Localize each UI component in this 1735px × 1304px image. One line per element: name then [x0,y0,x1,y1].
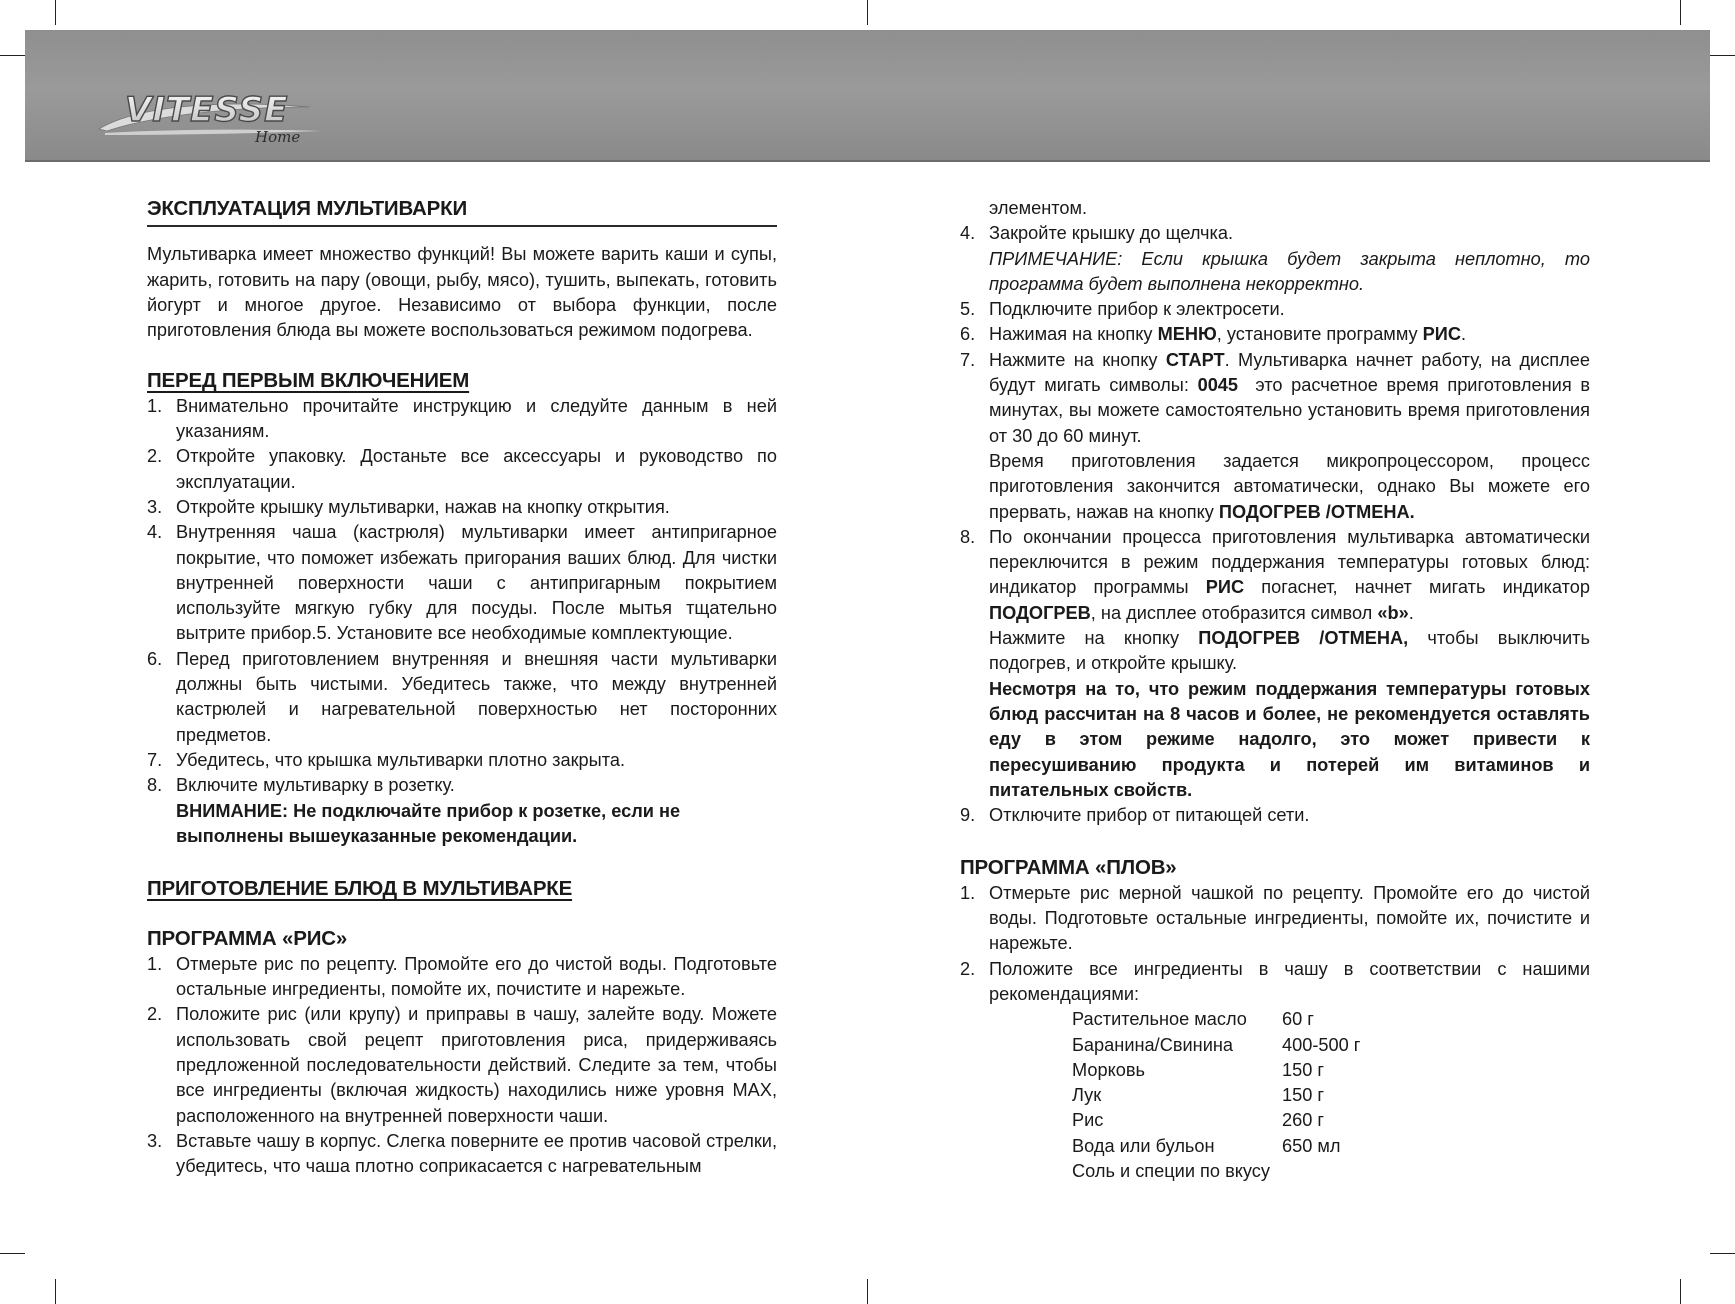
section-program-plov: ПРОГРАММА «ПЛОВ» [960,856,1177,880]
table-row: Морковь 150 г [1072,1059,1325,1080]
vitesse-logo-icon [95,85,335,149]
page-title: ЭКСПЛУАТАЦИЯ МУЛЬТИВАРКИ [147,196,777,227]
crop-mark [1680,0,1681,25]
crop-mark [867,1279,868,1304]
list-item: 4. Закройте крышку до щелчка. ПРИМЕЧАНИЕ: Если крышка будет закрыта неплотно, то программа будет выполнена некорректно. [960,223,1590,294]
crop-mark [55,1279,56,1304]
section-before-first-use: ПЕРЕД ПЕРВЫМ ВКЛЮЧЕНИЕМ [147,369,470,393]
list-item: 8. По окончании процесса приготовления мультиварка автоматически переключится в режим поддержания температуры готовых блюд: индикатор программы РИС погаснет, начнет мигать индикатор ПОДОГРЕВ, на дисплее отобразится символ «b». Нажмите на кнопку ПОДОГРЕВ /ОТМЕНА, чтобы выключить подогрев, и откройте крышку. Несмотря на то, что режим поддержания температуры готовых блюд рассчитан на 8 часов и более, не рекомендуется оставлять еду в этом режиме надолго, это может привести к пересушиванию продукта и потерей им витаминов и питательных свойств. [960,526,1590,800]
table-row: Вода или бульон 650 мл [1072,1135,1341,1156]
note-text: ПРИМЕЧАНИЕ: Если крышка будет закрыта неплотно, то программа будет выполнена некорректно. [989,248,1590,294]
table-row: Лук 150 г [1072,1085,1325,1106]
list-item: 8. Включите мультиварку в розетку. [147,775,455,796]
rice-step3-continuation: элементом. [989,198,1088,218]
list-item: 2. Положите рис (или крупу) и приправы в чашу, залейте воду. Можете использовать свой рецепт приготовления риса, придерживаясь предложенной последовательности действий. Следите за тем, чтобы все ингредиенты (включая жидкость) находились ниже уровня MAX, расположенного на внутренней поверхности чаши. [147,1004,777,1126]
crop-mark [1680,1279,1681,1304]
warning-text: Несмотря на то, что режим поддержания температуры готовых блюд рассчитан на 8 часов и более, не рекомендуется оставлять еду в этом режиме надолго, это может привести к пересушиванию продукта и потерей им витаминов и питательных свойств. [989,678,1590,800]
warning-text: ВНИМАНИЕ: Не подключайте прибор к розетке, если не выполнены вышеуказанные рекомендации. [176,800,681,846]
before-steps-list [147,394,777,799]
list-item: 1. Внимательно прочитайте инструкцию и следуйте данным в ней указаниям. [147,395,777,442]
list-item: 6. Перед приготовлением внутренняя и внешняя части мультиварки должны быть чистыми. Убедитесь также, что между внутренней кастрюлей и нагревательной поверхностью нет посторонних предметов. [147,648,777,745]
crop-mark [1710,1253,1735,1254]
crop-mark [55,0,56,25]
list-item: 2. Положите все ингредиенты в чашу в соответствии с нашими рекомендациями: [960,958,1590,1004]
rice-steps-list [147,952,777,1180]
intro-paragraph: Мультиварка имеет множество функций! Вы можете варить каши и супы, жарить, готовить на пару (овощи, рыбу, мясо), тушить, выпекать, готовить йогурт и многое другое. Независимо от выбора функции, после приготовления блюда вы можете воспользоваться режимом подогрева. [147,244,777,341]
crop-mark [867,0,868,25]
table-row: Баранина/Свинина 400-500 г [1072,1034,1361,1055]
brand-text: VITESSE [125,90,289,130]
table-row: Соль и специи по вкусу [1072,1160,1270,1181]
left-column [147,196,777,1179]
crop-mark [0,55,25,56]
list-item: 3. Откройте крышку мультиварки, нажав на кнопку открытия. [147,496,670,517]
brand-subtext: Home [255,128,301,146]
list-item: 5. Подключите прибор к электросети. [960,299,1285,320]
section-program-rice: ПРОГРАММА «РИС» [147,927,348,951]
table-row: Рис 260 г [1072,1110,1325,1131]
list-item: 9. Отключите прибор от питающей сети. [960,805,1310,826]
list-item: 6. Нажимая на кнопку МЕНЮ, установите программу РИС. [960,324,1467,345]
table-row: Растительное масло 60 г [1072,1009,1314,1030]
rice-steps-list-cont [960,221,1596,828]
crop-mark [1710,55,1735,56]
section-cooking: ПРИГОТОВЛЕНИЕ БЛЮД В МУЛЬТИВАРКЕ [147,877,573,901]
right-column [960,196,1596,1184]
list-item: 1. Отмерьте рис мерной чашкой по рецепту. Промойте его до чистой воды. Подготовьте остальные ингредиенты, помойте их, почистите и нарежьте. [960,882,1590,954]
plov-steps-list [960,881,1590,1007]
list-item: 7. Убедитесь, что крышка мультиварки плотно закрыта. [147,749,626,770]
list-item: 3. Вставьте чашу в корпус. Слегка поверните ее против часовой стрелки, убедитесь, что чаша плотно соприкасается с нагревательным [147,1130,777,1177]
list-item: 4. Внутренняя чаша (кастрюля) мультиварки имеет антипригарное покрытие, что поможет избежать пригорания ваших блюд. Для чистки внутренней поверхности чаши с антипригарным покрытием используйте мягкую губку для посуды. После мытья тщательно вытрите прибор.5. Установите все необходимые комплектующие. [147,522,777,644]
ingredients-table [1072,1007,1590,1184]
list-item: 2. Откройте упаковку. Достаньте все аксессуары и руководство по эксплуатации. [147,446,777,492]
list-item: 1. Отмерьте рис по рецепту. Промойте его до чистой воды. Подготовьте остальные ингредиенты, помойте их, почистите и нарежьте. [147,953,777,1000]
list-item: 7. Нажмите на кнопку СТАРТ. Мультиварка начнет работу, на дисплее будут мигать символы: 0045 это расчетное время приготовления в минутах, вы можете самостоятельно установить время приготовления от 30 до 60 минут. Время приготовления задается микропроцессором, процесс приготовления закончится автоматически, однако Вы можете его прервать, нажав на кнопку ПОДОГРЕВ /ОТМЕНА. [960,349,1596,522]
brand-logo [95,85,335,149]
crop-mark [0,1253,25,1254]
